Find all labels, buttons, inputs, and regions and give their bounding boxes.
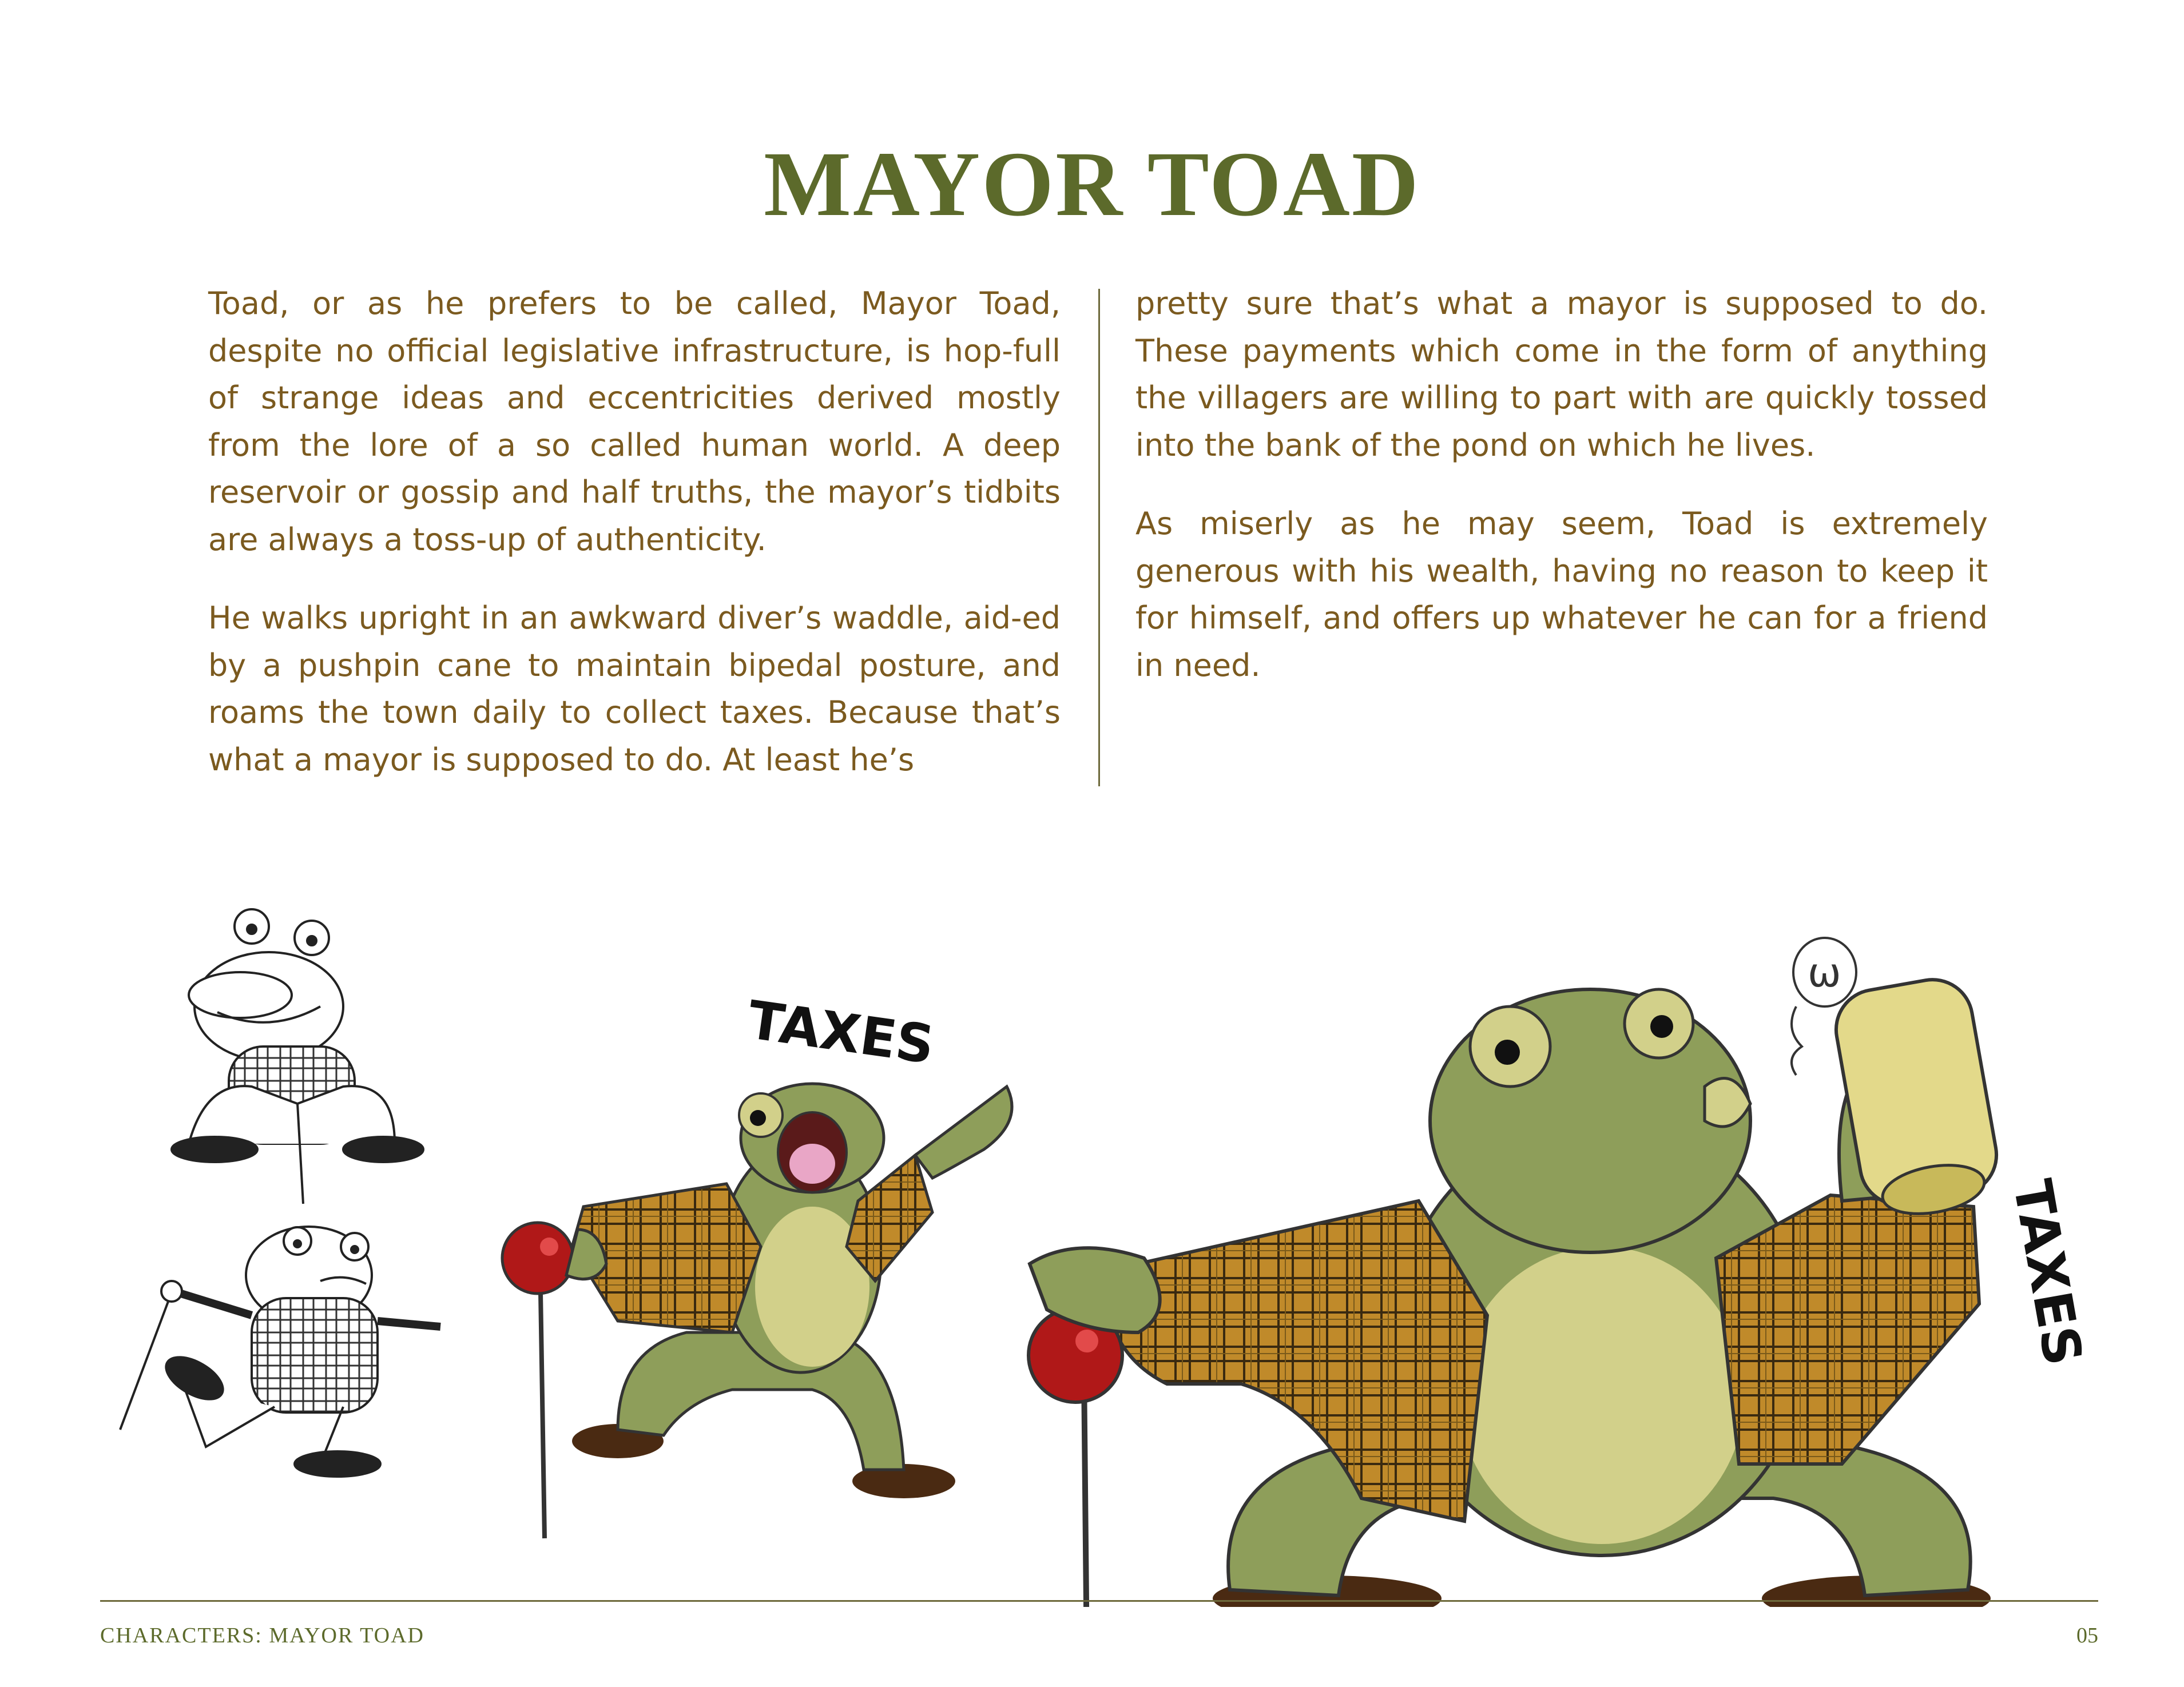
toad-shouting-taxes <box>502 989 1012 1538</box>
paragraph: As miserly as he may seem, Toad is extremely generous with his wealth, having no reason to keep it for himself, and offers up whatever he can for a friend in need. <box>1135 506 1988 683</box>
paragraph: Toad, or as he prefers to be called, Mayor Toad, despite no official legislative infrastructure, is hop-full of strange ideas and eccentricities derived mostly from the lore of a so called human world. A deep reservoir or gossip and half truths, the mayor’s tidbits are always a toss-up of authenticity. <box>208 285 1061 558</box>
footer-rule <box>100 1600 2098 1602</box>
paragraph: He walks upright in an awkward diver’s waddle, aid-ed by a pushpin cane to maintain bipedal posture, and roams the town daily to collect taxes. Because that’s what a mayor is supposed to do. At least he’s <box>208 600 1061 778</box>
page-title: MAYOR TOAD <box>764 133 1420 236</box>
column-divider <box>1098 289 1100 786</box>
thought-glyph: ω <box>1808 949 1841 996</box>
sketch-toad-seated <box>172 909 423 1204</box>
scroll-word: TAXES <box>2001 1175 2094 1370</box>
text-column-left <box>208 280 1061 815</box>
speech-word: TAXES <box>744 989 938 1076</box>
footer-section-label: CHARACTERS: MAYOR TOAD <box>100 1624 424 1648</box>
text-column-right <box>1135 280 1988 721</box>
paragraph: pretty sure that’s what a mayor is supposed to do. These payments which come in the form of anything the villagers are willing to part with are quickly tossed into the bank of the pond on which he lives. <box>1135 285 1988 463</box>
page-number: 05 <box>2076 1624 2098 1648</box>
sketch-toad-walking <box>120 1227 440 1477</box>
character-illustration <box>0 846 2184 1607</box>
toad-holding-tax-scroll <box>1029 938 2094 1607</box>
